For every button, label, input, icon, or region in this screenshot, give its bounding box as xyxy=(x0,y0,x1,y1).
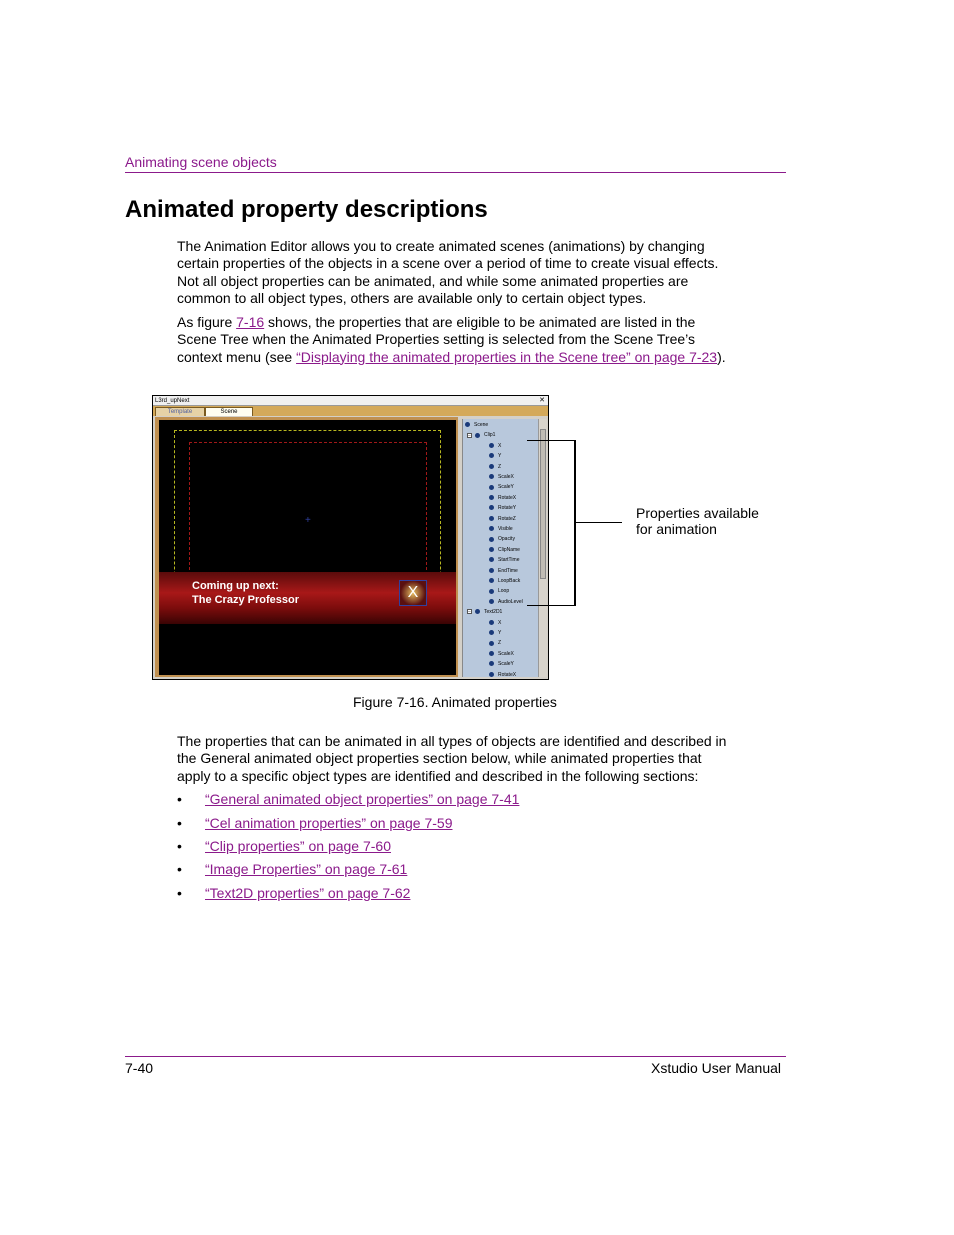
bracket-top-line xyxy=(527,440,576,441)
tree-node-property[interactable] xyxy=(489,620,501,626)
tree-node-property[interactable] xyxy=(489,630,501,636)
tree-node-property[interactable] xyxy=(489,578,520,584)
lower-third-band xyxy=(159,572,456,624)
tree-node-label: StartTime xyxy=(498,557,520,564)
tree-node-property[interactable] xyxy=(489,661,514,667)
tree-node-label: ScaleX xyxy=(498,650,514,657)
property-node-icon xyxy=(489,589,494,594)
para2-text-a: As figure xyxy=(177,314,237,330)
window-titlebar xyxy=(153,396,548,406)
tree-node-group[interactable] xyxy=(467,432,495,438)
property-node-icon xyxy=(489,672,494,677)
tree-node-group[interactable] xyxy=(467,609,502,615)
bracket-vertical-line xyxy=(574,440,576,606)
tree-node-label: Visible xyxy=(498,526,513,532)
tree-node-property[interactable] xyxy=(489,672,516,677)
tree-node-label: LoopBack xyxy=(498,578,521,584)
tree-node-property[interactable] xyxy=(489,651,514,657)
header-rule xyxy=(125,172,786,173)
property-node-icon xyxy=(489,443,494,448)
figure-reference-paragraph xyxy=(177,314,737,366)
crosshair-icon: + xyxy=(305,515,311,526)
property-node-icon xyxy=(489,568,494,573)
bullet-link-text2d[interactable]: “Text2D properties” on page 7-62 xyxy=(205,885,411,901)
tree-node-label: ScaleY xyxy=(498,661,514,668)
tree-scroll-thumb[interactable] xyxy=(540,429,546,579)
bullet-marker: • xyxy=(177,861,182,877)
overlay-line2: The Crazy Professor xyxy=(192,594,299,606)
bullet-link-clip[interactable]: “Clip properties” on page 7-60 xyxy=(205,838,391,854)
tree-node-property[interactable] xyxy=(489,640,501,646)
property-node-icon xyxy=(465,422,470,427)
callout-line2: for animation xyxy=(636,521,717,537)
property-node-icon xyxy=(489,620,494,625)
tree-node-property[interactable] xyxy=(489,495,516,501)
tree-node-label: AudioLevel xyxy=(498,598,523,605)
property-node-icon xyxy=(475,433,480,438)
tree-node-label: Y xyxy=(498,453,502,460)
property-node-icon xyxy=(489,578,494,583)
bullet-link-general[interactable]: “General animated object properties” on page 7-41 xyxy=(205,791,520,807)
tab-template[interactable]: Template xyxy=(155,407,205,416)
tree-node-label: ScaleY xyxy=(498,484,514,491)
tree-node-property[interactable] xyxy=(489,547,520,553)
property-node-icon xyxy=(489,485,494,490)
property-node-icon xyxy=(489,495,494,500)
logo-icon: X xyxy=(399,580,427,606)
bullet-link-cel[interactable]: “Cel animation properties” on page 7-59 xyxy=(205,815,453,831)
overlay-line1: Coming up next: xyxy=(192,580,279,592)
tree-node-label: X xyxy=(498,442,502,449)
property-node-icon xyxy=(489,464,494,469)
tree-node-property[interactable] xyxy=(489,599,523,605)
tree-node-property[interactable] xyxy=(489,484,514,490)
tree-node-label: Z xyxy=(498,463,502,470)
collapse-icon[interactable]: − xyxy=(468,609,471,616)
tree-node-label: X xyxy=(498,619,502,626)
manual-title: Xstudio User Manual xyxy=(651,1060,781,1076)
bullet-marker: • xyxy=(177,885,182,901)
tree-node-label: ScaleX xyxy=(498,474,514,480)
running-header: Animating scene objects xyxy=(125,154,277,170)
footer-rule xyxy=(125,1056,786,1057)
property-node-icon xyxy=(489,661,494,666)
tree-node-label: Y xyxy=(498,630,502,636)
displaying-properties-link[interactable]: “Displaying the animated properties in the Scene tree” on page 7-23 xyxy=(296,348,718,365)
callout-line1: Properties available xyxy=(636,505,759,521)
property-node-icon xyxy=(489,651,494,656)
sections-paragraph: The properties that can be animated in all types of objects are identified and described in the General animated object properties section below, while animated properties that apply to a specific object types are identified and described in the following sections: xyxy=(177,733,727,784)
bullet-link-image[interactable]: “Image Properties” on page 7-61 xyxy=(205,861,408,877)
tree-node-property[interactable] xyxy=(489,536,515,542)
bullet-marker: • xyxy=(177,815,182,831)
tree-node-label: Z xyxy=(498,640,502,647)
window-title: L3rd_upNext xyxy=(155,398,190,404)
callout-text xyxy=(636,505,759,537)
property-node-icon xyxy=(489,526,494,531)
collapse-icon[interactable]: − xyxy=(468,432,471,439)
scene-tree[interactable] xyxy=(462,419,547,677)
canvas-frame xyxy=(155,417,458,677)
scene-canvas[interactable] xyxy=(159,420,456,675)
figure-caption: Figure 7-16. Animated properties xyxy=(353,694,557,710)
page-title: Animated property descriptions xyxy=(125,196,488,223)
page-number: 7-40 xyxy=(125,1060,154,1076)
tree-node-label: RotateX xyxy=(498,671,517,677)
property-node-icon xyxy=(475,609,480,614)
tab-bar xyxy=(153,406,548,416)
property-node-icon xyxy=(489,453,494,458)
tree-node-property[interactable] xyxy=(489,505,516,511)
bracket-bottom-line xyxy=(527,605,576,606)
tree-node-label: RotateX xyxy=(498,494,517,501)
property-node-icon xyxy=(489,474,494,479)
property-node-icon xyxy=(489,557,494,562)
tree-node-property[interactable] xyxy=(489,516,516,522)
para2-text-b: shows, the properties that are eligible to be animated are listed in the Scene Tree when the Animated Properties setting is selected from the Scene Tree’s context menu (see xyxy=(177,314,696,365)
tree-node-label: Loop xyxy=(498,588,510,595)
property-node-icon xyxy=(489,516,494,521)
tree-node-label: RotateZ xyxy=(498,515,516,522)
tree-node-label: Scene xyxy=(474,422,489,428)
property-node-icon xyxy=(489,599,494,604)
close-icon[interactable]: ✕ xyxy=(539,397,545,404)
property-node-icon xyxy=(489,630,494,635)
tree-scrollbar[interactable] xyxy=(538,419,547,677)
property-node-icon xyxy=(489,537,494,542)
intro-paragraph: The Animation Editor allows you to create animated scenes (animations) by changing certain properties of the objects in a scene over a period of time to create visual effects. Not all object properties can be animated, and while some animated properties are common to all object types, others are available only to certain object types. xyxy=(177,238,719,306)
tree-node-label: Clip1 xyxy=(484,432,496,439)
tree-node-label: Text2D1 xyxy=(484,609,503,616)
bullet-marker: • xyxy=(177,838,182,854)
callout-leader-line xyxy=(576,522,622,523)
tree-node-label: ClipName xyxy=(498,546,520,553)
property-node-icon xyxy=(489,547,494,552)
tree-node-property[interactable] xyxy=(489,526,513,532)
tree-node-property[interactable] xyxy=(489,568,518,574)
tree-node-label: EndTime xyxy=(498,567,518,574)
tree-node-property[interactable] xyxy=(489,453,501,459)
tree-node-label: Opacity xyxy=(498,536,515,543)
tree-node-property[interactable] xyxy=(489,557,519,563)
bullet-marker: • xyxy=(177,791,182,807)
property-node-icon xyxy=(489,505,494,510)
figure-link[interactable]: 7-16 xyxy=(236,314,265,330)
tree-node-property[interactable] xyxy=(489,443,501,449)
tree-node-root[interactable] xyxy=(465,422,488,428)
tree-node-property[interactable] xyxy=(489,474,514,480)
tree-node-property[interactable] xyxy=(489,464,501,470)
tree-node-property[interactable] xyxy=(489,588,509,594)
property-node-icon xyxy=(489,641,494,646)
tree-node-label: RotateY xyxy=(498,505,517,512)
figure-screenshot xyxy=(152,395,549,680)
para2-text-c: ). xyxy=(717,348,726,365)
tab-scene[interactable]: Scene xyxy=(205,407,253,416)
